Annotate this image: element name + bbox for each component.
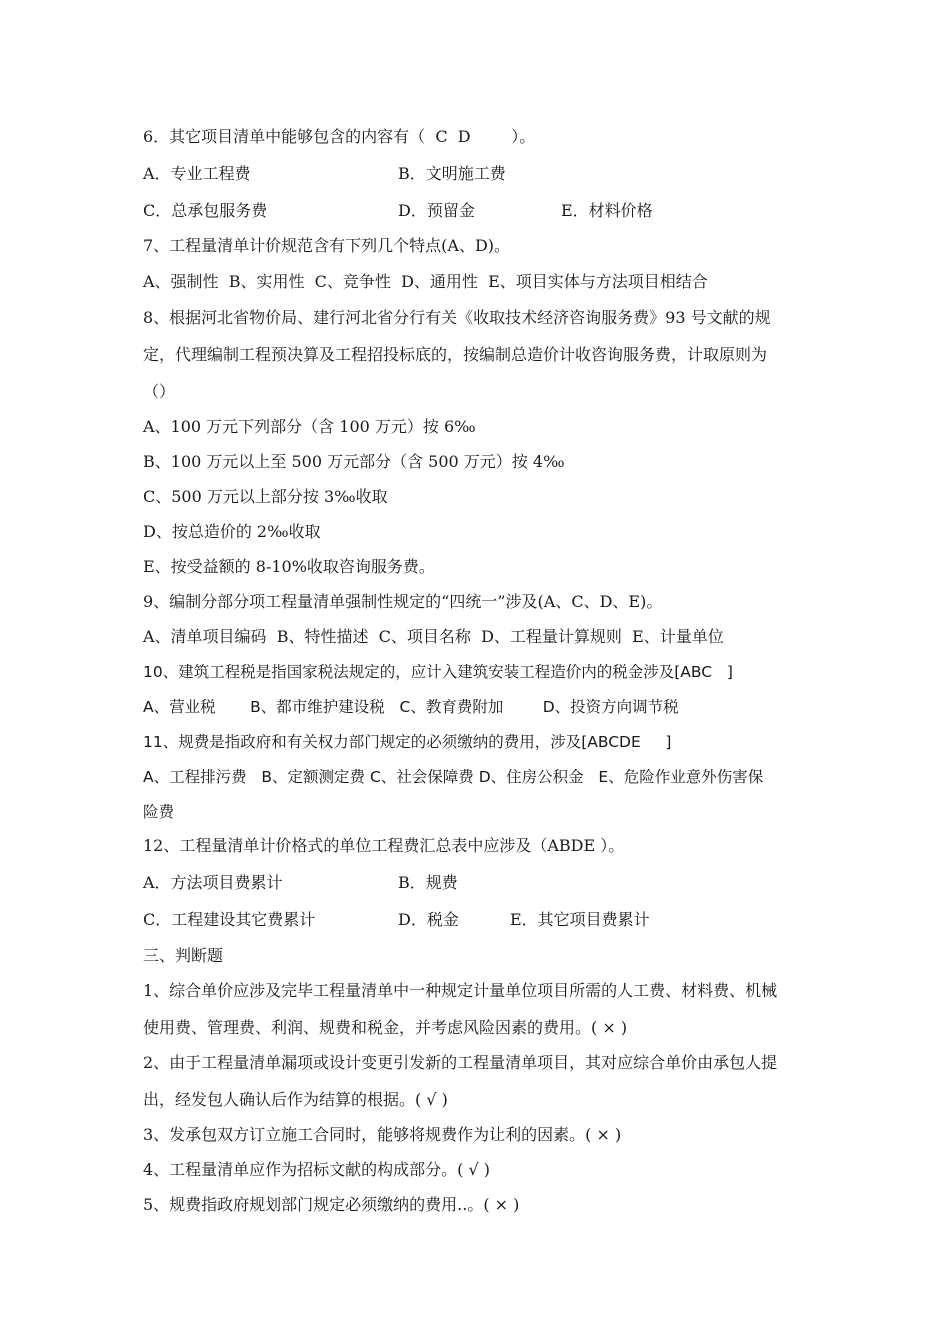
question-8-stem-line-2: 定，代理编制工程预决算及工程招投标底的，按编制总造价计收咨询服务费，计取原则为 <box>143 345 768 364</box>
question-6-option-e: E．材料价格 <box>561 201 653 220</box>
question-8-option-e: E、按受益额的 8-10%收取咨询服务费。 <box>143 557 435 576</box>
question-12-stem: 12、工程量清单计价格式的单位工程费汇总表中应涉及（ABDE ）。 <box>143 836 625 855</box>
question-6-option-c: C．总承包服务费 <box>143 201 268 220</box>
question-6-option-b: B．文明施工费 <box>398 164 506 183</box>
judgement-1-line-2: 使用费、管理费、利润、规费和税金，并考虑风险因素的费用。( × ) <box>143 1018 628 1037</box>
question-8-stem-line-1: 8、根据河北省物价局、建行河北省分行有关《收取技术经济咨询服务费》93 号文献的规 <box>143 308 771 327</box>
section-3-title: 三、判断题 <box>143 946 224 965</box>
question-11-options-line-1: A、工程排污费 B、定额测定费 C、社会保障费 D、住房公积金 E、危险作业意外伤害保 <box>143 768 764 786</box>
question-11-stem: 11、规费是指政府和有关权力部门规定的必须缴纳的费用，涉及[ABCDE ] <box>143 733 672 751</box>
question-6-option-a: A．专业工程费 <box>143 164 251 183</box>
judgement-1-line-1: 1、综合单价应涉及完毕工程量清单中一种规定计量单位项目所需的人工费、材料费、机械 <box>143 981 778 1000</box>
judgement-2-line-1: 2、由于工程量清单漏项或设计变更引发新的工程量清单项目，其对应综合单价由承包人提 <box>143 1053 778 1072</box>
question-12-option-b: B．规费 <box>398 873 458 892</box>
question-11-options-line-2: 险费 <box>143 803 175 821</box>
judgement-3: 3、发承包双方订立施工合同时，能够将规费作为让利的因素。( × ) <box>143 1125 622 1144</box>
question-9-options: A、清单项目编码 B、特性描述 C、项目名称 D、工程量计算规则 E、计量单位 <box>143 627 724 646</box>
question-8-stem-line-3: （） <box>143 382 176 401</box>
question-8-option-b: B、100 万元以上至 500 万元部分（含 500 万元）按 4‰ <box>143 452 565 471</box>
question-7-stem: 7、工程量清单计价规范含有下列几个特点(A、D)。 <box>143 236 511 255</box>
question-10-stem: 10、建筑工程税是指国家税法规定的，应计入建筑安装工程造价内的税金涉及[ABC ] <box>143 663 733 681</box>
question-9-stem: 9、编制分部分项工程量清单强制性规定的“四统一”涉及(A、C、D、E)。 <box>143 592 663 611</box>
question-12-option-a: A．方法项目费累计 <box>143 873 283 892</box>
judgement-5: 5、规费指政府规划部门规定必须缴纳的费用..。( × ) <box>143 1195 520 1214</box>
question-12-option-d: D．税金 <box>398 910 459 929</box>
question-7-options: A、强制性 B、实用性 C、竞争性 D、通用性 E、项目实体与方法项目相结合 <box>143 272 708 291</box>
question-8-option-d: D、按总造价的 2‰收取 <box>143 522 321 541</box>
question-10-options: A、营业税 B、都市维护建设税 C、教育费附加 D、投资方向调节税 <box>143 698 679 716</box>
judgement-4: 4、工程量清单应作为招标文献的构成部分。( √ ) <box>143 1160 491 1179</box>
question-12-option-c: C．工程建设其它费累计 <box>143 910 316 929</box>
question-8-option-a: A、100 万元下列部分（含 100 万元）按 6‰ <box>143 417 476 436</box>
question-6-stem: 6．其它项目清单中能够包含的内容有（ C D ）。 <box>143 127 536 146</box>
judgement-2-line-2: 出，经发包人确认后作为结算的根据。( √ ) <box>143 1090 448 1109</box>
question-12-option-e: E．其它项目费累计 <box>510 910 650 929</box>
question-6-option-d: D．预留金 <box>398 201 475 220</box>
question-8-option-c: C、500 万元以上部分按 3‰收取 <box>143 487 388 506</box>
